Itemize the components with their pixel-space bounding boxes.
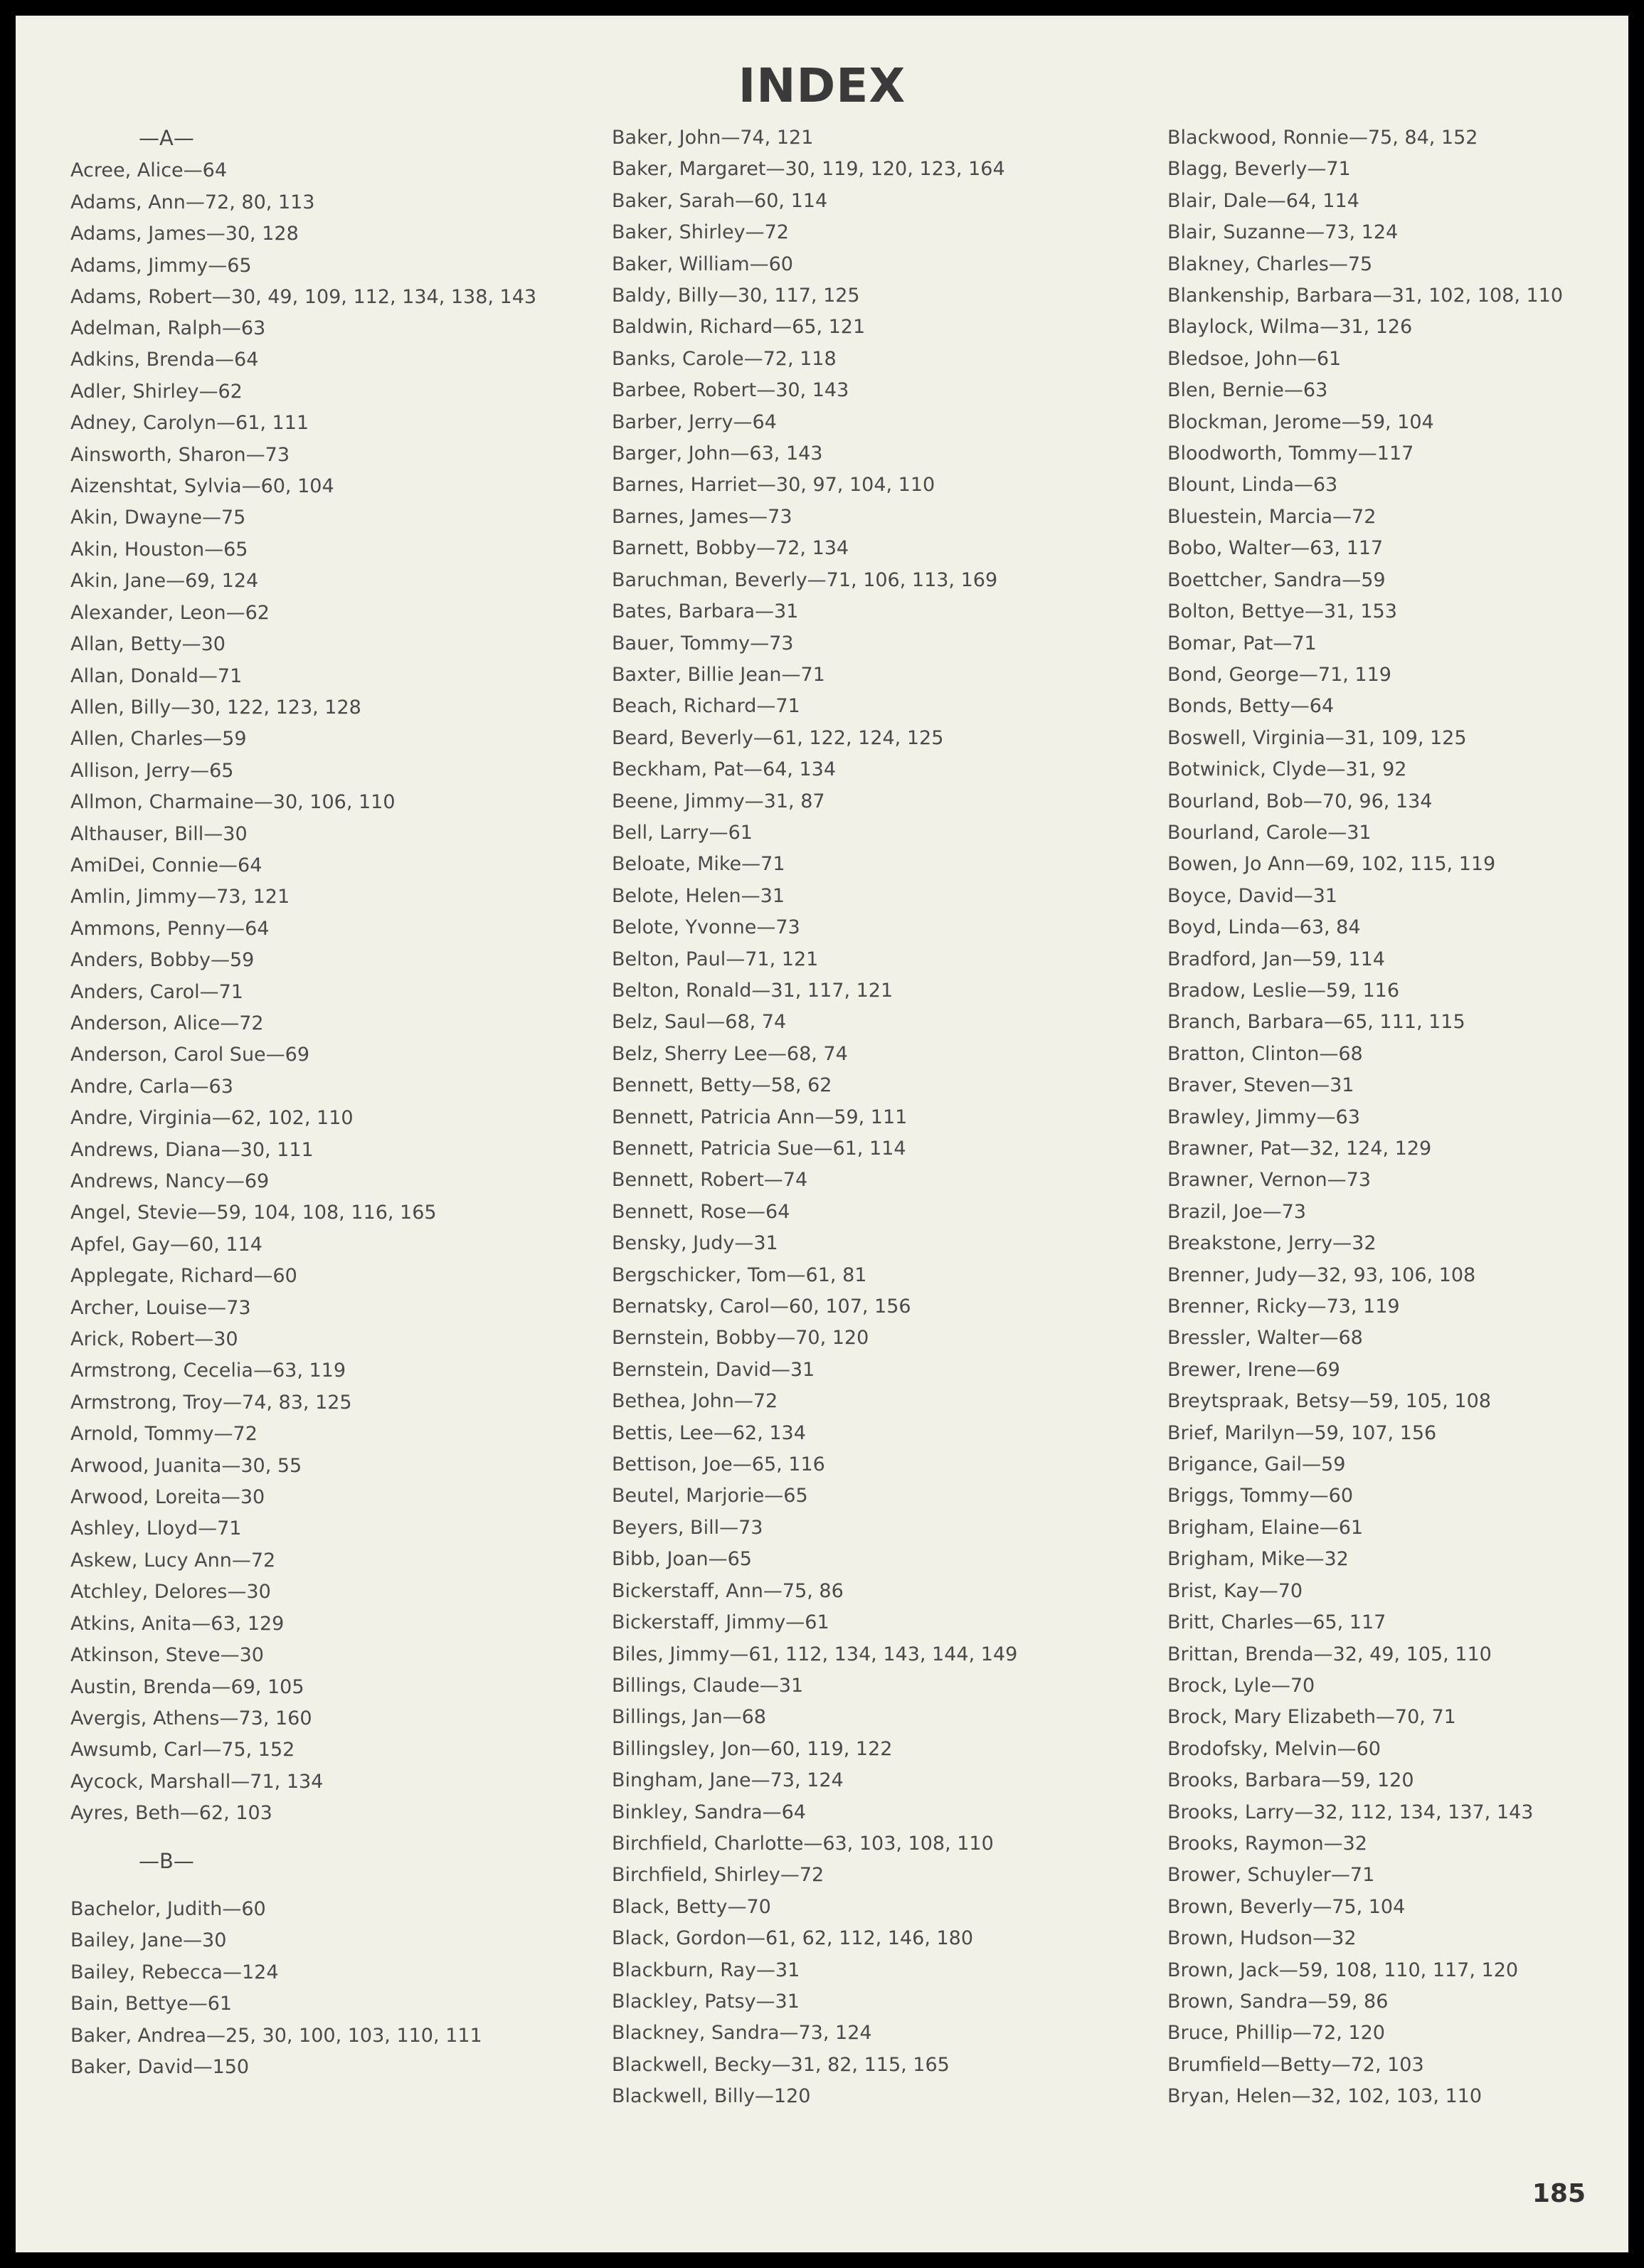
index-entry: Black, Gordon—61, 62, 112, 146, 180	[612, 1927, 974, 1950]
index-entry: Baker, Andrea—25, 30, 100, 103, 110, 111	[70, 2024, 482, 2047]
index-entry: Beach, Richard—71	[612, 695, 800, 718]
index-entry: Bourland, Carole—31	[1167, 821, 1372, 844]
section-heading-b: —B—	[139, 1848, 194, 1873]
index-entry: Bergschicker, Tom—61, 81	[612, 1263, 867, 1286]
index-entry: Botwinick, Clyde—31, 92	[1167, 758, 1407, 781]
index-entry: Brittan, Brenda—32, 49, 105, 110	[1167, 1643, 1492, 1665]
index-entry: Bates, Barbara—31	[612, 600, 799, 623]
index-entry: Bledsoe, John—61	[1167, 347, 1342, 370]
index-entry: Baker, John—74, 121	[612, 127, 814, 149]
index-entry: Awsumb, Carl—75, 152	[70, 1739, 295, 1761]
index-entry: Ayres, Beth—62, 103	[70, 1802, 272, 1825]
index-entry: Askew, Lucy Ann—72	[70, 1549, 276, 1572]
index-entry: Barbee, Robert—30, 143	[612, 379, 849, 402]
index-entry: Andrews, Diana—30, 111	[70, 1138, 314, 1161]
index-entry: Bickerstaff, Ann—75, 86	[612, 1579, 844, 1602]
index-entry: Allison, Jerry—65	[70, 759, 234, 782]
index-entry: Blackley, Patsy—31	[612, 1990, 800, 2013]
index-entry: Beutel, Marjorie—65	[612, 1485, 808, 1507]
index-entry: Billingsley, Jon—60, 119, 122	[612, 1737, 893, 1760]
index-entry: Brenner, Judy—32, 93, 106, 108	[1167, 1263, 1476, 1286]
index-entry: Ammons, Penny—64	[70, 917, 270, 940]
index-entry: Brown, Hudson—32	[1167, 1927, 1357, 1950]
index-entry: Birchfield, Shirley—72	[612, 1864, 824, 1887]
index-entry: Bomar, Pat—71	[1167, 632, 1317, 655]
index-column-2	[612, 122, 1124, 2113]
index-entry: Bain, Bettye—61	[70, 1993, 233, 2015]
index-entry: Adams, Robert—30, 49, 109, 112, 134, 138, 143	[70, 286, 537, 309]
index-entry: Brown, Jack—59, 108, 110, 117, 120	[1167, 1959, 1519, 1981]
index-entry: Bradford, Jan—59, 114	[1167, 948, 1385, 970]
index-entry: Belton, Ronald—31, 117, 121	[612, 979, 893, 1002]
index-entry: Brumfield—Betty—72, 103	[1167, 2053, 1424, 2076]
index-column-3	[1167, 122, 1623, 2113]
index-entry: Beyers, Bill—73	[612, 1516, 763, 1539]
index-entry: Brewer, Irene—69	[1167, 1358, 1340, 1381]
section-a-entries	[70, 155, 568, 1829]
index-entry: Beloate, Mike—71	[612, 853, 785, 876]
index-entry: Blair, Dale—64, 114	[1167, 189, 1359, 212]
index-entry: Akin, Jane—69, 124	[70, 570, 259, 593]
index-entry: Ainsworth, Sharon—73	[70, 443, 290, 466]
index-entry: Barber, Jerry—64	[612, 410, 777, 433]
index-entry: Boswell, Virginia—31, 109, 125	[1167, 726, 1467, 749]
index-entry: Bowen, Jo Ann—69, 102, 115, 119	[1167, 853, 1496, 876]
index-entry: Adams, Ann—72, 80, 113	[70, 191, 315, 213]
index-entry: Boettcher, Sandra—59	[1167, 568, 1386, 591]
index-entry: Breakstone, Jerry—32	[1167, 1232, 1377, 1255]
index-entry: Brown, Beverly—75, 104	[1167, 1895, 1406, 1918]
index-entry: Brief, Marilyn—59, 107, 156	[1167, 1421, 1437, 1444]
index-entry: Brigham, Elaine—61	[1167, 1516, 1364, 1539]
index-entry: Brown, Sandra—59, 86	[1167, 1990, 1389, 2013]
index-entry: Bernstein, David—31	[612, 1358, 815, 1381]
index-entry: Blackwell, Billy—120	[612, 2085, 811, 2108]
index-entry: Archer, Louise—73	[70, 1296, 251, 1319]
index-entry: Adkins, Brenda—64	[70, 349, 259, 371]
index-entry: Bennett, Betty—58, 62	[612, 1074, 832, 1097]
index-entry: Brawley, Jimmy—63	[1167, 1106, 1360, 1128]
index-entry: Austin, Brenda—69, 105	[70, 1675, 304, 1698]
index-entry: Aycock, Marshall—71, 134	[70, 1770, 324, 1793]
index-entry: Blackney, Sandra—73, 124	[612, 2022, 872, 2045]
index-entry: Belote, Yvonne—73	[612, 916, 800, 939]
index-entry: Blackwood, Ronnie—75, 84, 152	[1167, 127, 1478, 149]
index-entry: Baker, Margaret—30, 119, 120, 123, 164	[612, 158, 1005, 181]
index-entry: Bruce, Phillip—72, 120	[1167, 2022, 1385, 2045]
index-entry: Brist, Kay—70	[1167, 1579, 1303, 1602]
index-entry: Allen, Billy—30, 122, 123, 128	[70, 696, 361, 719]
index-entry: Blackwell, Becky—31, 82, 115, 165	[612, 2053, 950, 2076]
index-entry: Acree, Alice—64	[70, 159, 228, 182]
index-entry: Adelman, Ralph—63	[70, 317, 266, 340]
index-entry: Althauser, Bill—30	[70, 822, 248, 845]
index-entry: Allmon, Charmaine—30, 106, 110	[70, 791, 396, 814]
index-entry: Boyd, Linda—63, 84	[1167, 916, 1361, 939]
index-entry: Bennett, Patricia Sue—61, 114	[612, 1138, 906, 1160]
index-entry: Bachelor, Judith—60	[70, 1897, 266, 1920]
index-entry: Arwood, Loreita—30	[70, 1486, 265, 1509]
index-entry: Beene, Jimmy—31, 87	[612, 790, 825, 812]
index-entry: Armstrong, Troy—74, 83, 125	[70, 1391, 352, 1414]
index-entry: Baruchman, Beverly—71, 106, 113, 169	[612, 568, 998, 591]
index-entry: Banks, Carole—72, 118	[612, 347, 837, 370]
index-entry: Brodofsky, Melvin—60	[1167, 1737, 1381, 1760]
index-entry: Ashley, Lloyd—71	[70, 1517, 242, 1540]
index-entry: Bryan, Helen—32, 102, 103, 110	[1167, 2085, 1483, 2108]
index-entry: Baker, Shirley—72	[612, 221, 789, 244]
index-entry: AmiDei, Connie—64	[70, 854, 262, 876]
index-entry: Blair, Suzanne—73, 124	[1167, 221, 1399, 244]
index-entry: Blagg, Beverly—71	[1167, 158, 1351, 181]
index-entry: Beckham, Pat—64, 134	[612, 758, 836, 781]
index-entry: Binkley, Sandra—64	[612, 1801, 806, 1823]
index-column-1	[70, 122, 568, 2083]
index-entry: Bauer, Tommy—73	[612, 632, 794, 655]
index-entry: Baxter, Billie Jean—71	[612, 663, 825, 686]
index-entry: Allan, Betty—30	[70, 633, 226, 656]
index-entry: Bell, Larry—61	[612, 821, 753, 844]
index-entry: Arwood, Juanita—30, 55	[70, 1454, 302, 1477]
index-entry: Brawner, Vernon—73	[1167, 1169, 1371, 1192]
index-entry: Bensky, Judy—31	[612, 1232, 778, 1255]
index-entry: Blockman, Jerome—59, 104	[1167, 410, 1434, 433]
index-entry: Bourland, Bob—70, 96, 134	[1167, 790, 1433, 812]
index-entry: Anders, Bobby—59	[70, 949, 255, 972]
index-entry: Bobo, Walter—63, 117	[1167, 537, 1384, 560]
index-entry: Bratton, Clinton—68	[1167, 1042, 1363, 1065]
index-entry: Blackburn, Ray—31	[612, 1959, 800, 1981]
index-entry: Allan, Donald—71	[70, 664, 243, 687]
index-entry: Belton, Paul—71, 121	[612, 948, 819, 970]
index-entry: Aizenshtat, Sylvia—60, 104	[70, 475, 334, 498]
index-entry: Blaylock, Wilma—31, 126	[1167, 316, 1413, 339]
index-entry: Baldwin, Richard—65, 121	[612, 316, 866, 339]
index-entry: Applegate, Richard—60	[70, 1265, 297, 1288]
index-entry: Andre, Carla—63	[70, 1075, 233, 1098]
section-heading-a: —A—	[139, 126, 194, 150]
index-entry: Breytspraak, Betsy—59, 105, 108	[1167, 1390, 1491, 1413]
index-entry: Brock, Lyle—70	[1167, 1674, 1315, 1697]
index-entry: Allen, Charles—59	[70, 728, 247, 751]
index-entry: Britt, Charles—65, 117	[1167, 1611, 1386, 1634]
index-entry: Apfel, Gay—60, 114	[70, 1233, 262, 1256]
index-entry: Bluestein, Marcia—72	[1167, 505, 1377, 528]
index-entry: Beard, Beverly—61, 122, 124, 125	[612, 726, 944, 749]
index-entry: Brower, Schuyler—71	[1167, 1864, 1375, 1887]
index-entry: Baldy, Billy—30, 117, 125	[612, 285, 860, 307]
index-entry: Baker, David—150	[70, 2055, 250, 2078]
index-entry: Avergis, Athens—73, 160	[70, 1707, 312, 1729]
index-entry: Barnes, Harriet—30, 97, 104, 110	[612, 474, 935, 497]
index-entry: Bailey, Rebecca—124	[70, 1961, 279, 1983]
index-entry: Adney, Carolyn—61, 111	[70, 412, 309, 435]
index-entry: Anders, Carol—71	[70, 980, 243, 1003]
index-entry: Baker, Sarah—60, 114	[612, 189, 828, 212]
index-entry: Bettison, Joe—65, 116	[612, 1453, 825, 1476]
index-entry: Bloodworth, Tommy—117	[1167, 443, 1414, 465]
index-entry: Anderson, Carol Sue—69	[70, 1044, 310, 1066]
index-entry: Atkins, Anita—63, 129	[70, 1612, 285, 1635]
index-entry: Briggs, Tommy—60	[1167, 1485, 1353, 1507]
index-page	[16, 16, 1628, 2252]
index-entry: Alexander, Leon—62	[70, 601, 270, 624]
index-entry: Blakney, Charles—75	[1167, 253, 1373, 275]
index-entry: Bennett, Rose—64	[612, 1200, 790, 1223]
index-entry: Adams, Jimmy—65	[70, 254, 252, 277]
index-entry: Blankenship, Barbara—31, 102, 108, 110	[1167, 285, 1564, 307]
index-entry: Baker, William—60	[612, 253, 793, 275]
index-entry: Brazil, Joe—73	[1167, 1200, 1306, 1223]
index-entry: Biles, Jimmy—61, 112, 134, 143, 144, 149	[612, 1643, 1018, 1665]
index-entry: Adams, James—30, 128	[70, 223, 299, 245]
index-entry: Bernatsky, Carol—60, 107, 156	[612, 1295, 911, 1318]
index-entry: Birchfield, Charlotte—63, 103, 108, 110	[612, 1832, 994, 1855]
index-entry: Barnes, James—73	[612, 505, 792, 528]
index-entry: Brock, Mary Elizabeth—70, 71	[1167, 1706, 1456, 1729]
section-b-entries	[70, 1894, 568, 2083]
index-entry: Bingham, Jane—73, 124	[612, 1769, 844, 1792]
index-entry: Boyce, David—31	[1167, 884, 1337, 907]
index-entry: Belz, Saul—68, 74	[612, 1011, 787, 1034]
index-entry: Bradow, Leslie—59, 116	[1167, 979, 1399, 1002]
index-entry: Bressler, Walter—68	[1167, 1327, 1363, 1350]
index-entry: Branch, Barbara—65, 111, 115	[1167, 1011, 1465, 1034]
index-entry: Bailey, Jane—30	[70, 1929, 227, 1952]
index-entry: Anderson, Alice—72	[70, 1012, 264, 1034]
index-entry: Bolton, Bettye—31, 153	[1167, 600, 1397, 623]
index-entry: Andrews, Nancy—69	[70, 1170, 270, 1192]
index-entry: Bernstein, Bobby—70, 120	[612, 1327, 869, 1350]
index-entry: Brenner, Ricky—73, 119	[1167, 1295, 1400, 1318]
page-number: 185	[1532, 2179, 1586, 2208]
index-entry: Armstrong, Cecelia—63, 119	[70, 1360, 346, 1382]
index-entry: Bettis, Lee—62, 134	[612, 1421, 806, 1444]
index-entry: Arick, Robert—30	[70, 1328, 238, 1351]
index-entry: Blount, Linda—63	[1167, 474, 1338, 497]
index-entry: Atchley, Delores—30	[70, 1581, 271, 1604]
index-entry: Bond, George—71, 119	[1167, 663, 1391, 686]
index-entry: Barnett, Bobby—72, 134	[612, 537, 849, 560]
index-entry: Braver, Steven—31	[1167, 1074, 1354, 1097]
index-entry: Andre, Virginia—62, 102, 110	[70, 1107, 354, 1130]
index-entry: Brooks, Larry—32, 112, 134, 137, 143	[1167, 1801, 1534, 1823]
index-entry: Atkinson, Steve—30	[70, 1644, 264, 1667]
index-entry: Bibb, Joan—65	[612, 1548, 752, 1571]
index-entry: Bonds, Betty—64	[1167, 695, 1335, 718]
index-entry: Bennett, Patricia Ann—59, 111	[612, 1106, 908, 1128]
index-entry: Billings, Jan—68	[612, 1706, 766, 1729]
index-entry: Bickerstaff, Jimmy—61	[612, 1611, 829, 1634]
index-entry: Amlin, Jimmy—73, 121	[70, 886, 290, 908]
index-entry: Belote, Helen—31	[612, 884, 785, 907]
index-entry: Blen, Bernie—63	[1167, 379, 1328, 402]
index-entry: Brawner, Pat—32, 124, 129	[1167, 1138, 1432, 1160]
page-title: INDEX	[738, 58, 906, 113]
index-entry: Arnold, Tommy—72	[70, 1423, 258, 1446]
index-entry: Billings, Claude—31	[612, 1674, 804, 1697]
index-entry: Angel, Stevie—59, 104, 108, 116, 165	[70, 1202, 437, 1224]
index-entry: Bennett, Robert—74	[612, 1169, 808, 1192]
index-entry: Akin, Dwayne—75	[70, 507, 246, 529]
index-entry: Brooks, Barbara—59, 120	[1167, 1769, 1414, 1792]
index-entry: Brigance, Gail—59	[1167, 1453, 1346, 1476]
index-entry: Belz, Sherry Lee—68, 74	[612, 1042, 848, 1065]
index-entry: Bethea, John—72	[612, 1390, 778, 1413]
index-entry: Adler, Shirley—62	[70, 380, 243, 403]
index-entry: Brooks, Raymon—32	[1167, 1832, 1367, 1855]
index-entry: Brigham, Mike—32	[1167, 1548, 1349, 1571]
index-entry: Barger, John—63, 143	[612, 443, 823, 465]
index-entry: Akin, Houston—65	[70, 538, 248, 561]
index-entry: Black, Betty—70	[612, 1895, 771, 1918]
